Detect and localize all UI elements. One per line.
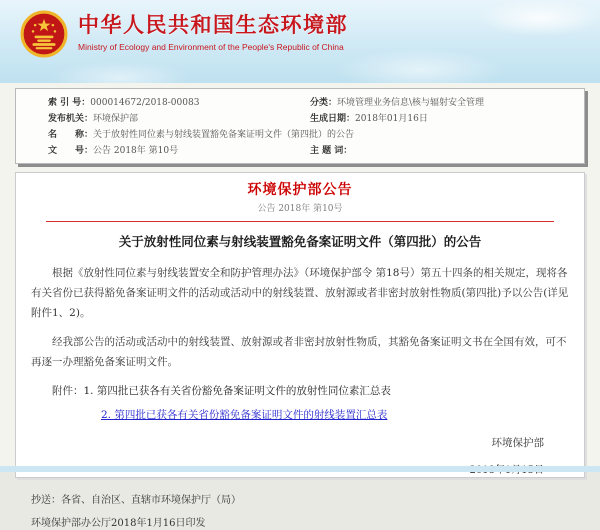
issue-line: 环境保护部办公厅2018年1月16日印发 <box>31 518 206 529</box>
announcement-doc-number: 公告 2018年 第10号 <box>257 204 343 214</box>
document-meta-box <box>15 88 585 164</box>
meta-label-index-number: 索 引 号： <box>48 98 91 108</box>
ministry-home-link[interactable] <box>0 0 600 58</box>
meta-field-issuing-agency <box>48 113 310 125</box>
meta-value-doc-number: 公告 2018年 第10号 <box>93 146 179 156</box>
meta-grid <box>48 97 574 157</box>
attachments-label: 附件： <box>52 385 84 397</box>
meta-field-publish-date <box>310 113 574 125</box>
red-divider <box>46 221 554 222</box>
announcement-paragraph-1: 根据《放射性同位素与射线装置安全和防护管理办法》（环境保护部令 第18号）第五十四条的相关规定，现将各有关省份已获得豁免备案证明文件的活动或活动中的射线装置、放射源或者非密封放射性物质(第四批)予以公告(详见附件1、2)。 <box>31 267 569 319</box>
meta-value-issuing-agency: 环境保护部 <box>93 114 139 124</box>
attachment-line-2 <box>101 408 569 423</box>
attachment-link-2[interactable]: 2. 第四批已获各有关省份豁免备案证明文件的射线装置汇总表 <box>101 409 388 421</box>
meta-label-category: 分类： <box>310 98 338 108</box>
attachment-line-1 <box>31 384 569 399</box>
signature-agency: 环境保护部 <box>491 437 544 449</box>
announcement-org-title: 环境保护部公告 <box>247 182 353 198</box>
meta-field-index-number <box>48 97 310 109</box>
meta-field-doc-number <box>48 145 310 157</box>
national-emblem-icon <box>20 10 68 58</box>
meta-label-publish-date: 生成日期： <box>310 114 356 124</box>
site-header <box>0 0 600 83</box>
meta-value-doc-name: 关于放射性同位素与射线装置豁免备案证明文件（第四批）的公告 <box>93 130 355 140</box>
ministry-title-en: Ministry of Ecology and Environment of the People's Republic of China <box>78 42 344 52</box>
cc-line: 抄送：各省、自治区、直辖市环境保护厅（局） <box>31 495 241 506</box>
meta-value-category: 环境管理业务信息\核与辐射安全管理 <box>337 98 485 108</box>
ministry-title-cn: 中华人民共和国生态环境部 <box>78 14 348 37</box>
footer-strip <box>0 466 600 472</box>
meta-value-publish-date: 2018年01月16日 <box>355 114 428 124</box>
meta-field-category <box>310 97 574 109</box>
meta-field-doc-name <box>48 129 574 141</box>
announcement-title: 关于放射性同位素与射线装置豁免备案证明文件（第四批）的公告 <box>118 234 482 249</box>
meta-field-subject-words <box>310 145 574 157</box>
meta-label-issuing-agency: 发布机关： <box>48 114 94 124</box>
attachment-link-1[interactable]: 1. 第四批已获各有关省份豁免备案证明文件的放射性同位素汇总表 <box>83 385 391 397</box>
announcement-paragraph-2: 经我部公告的活动或活动中的射线装置、放射源或者非密封放射性物质，其豁免备案证明文书在全国有效，可不再逐一办理豁免备案证明文件。 <box>31 336 567 368</box>
meta-label-subject-words: 主 题 词： <box>310 146 353 156</box>
meta-label-doc-number: 文 号： <box>48 146 94 156</box>
ministry-brand-text <box>78 13 348 53</box>
announcement-document <box>15 172 585 529</box>
meta-label-doc-name: 名 称： <box>48 130 94 140</box>
meta-value-index-number: 000014672/2018-00083 <box>90 98 200 108</box>
